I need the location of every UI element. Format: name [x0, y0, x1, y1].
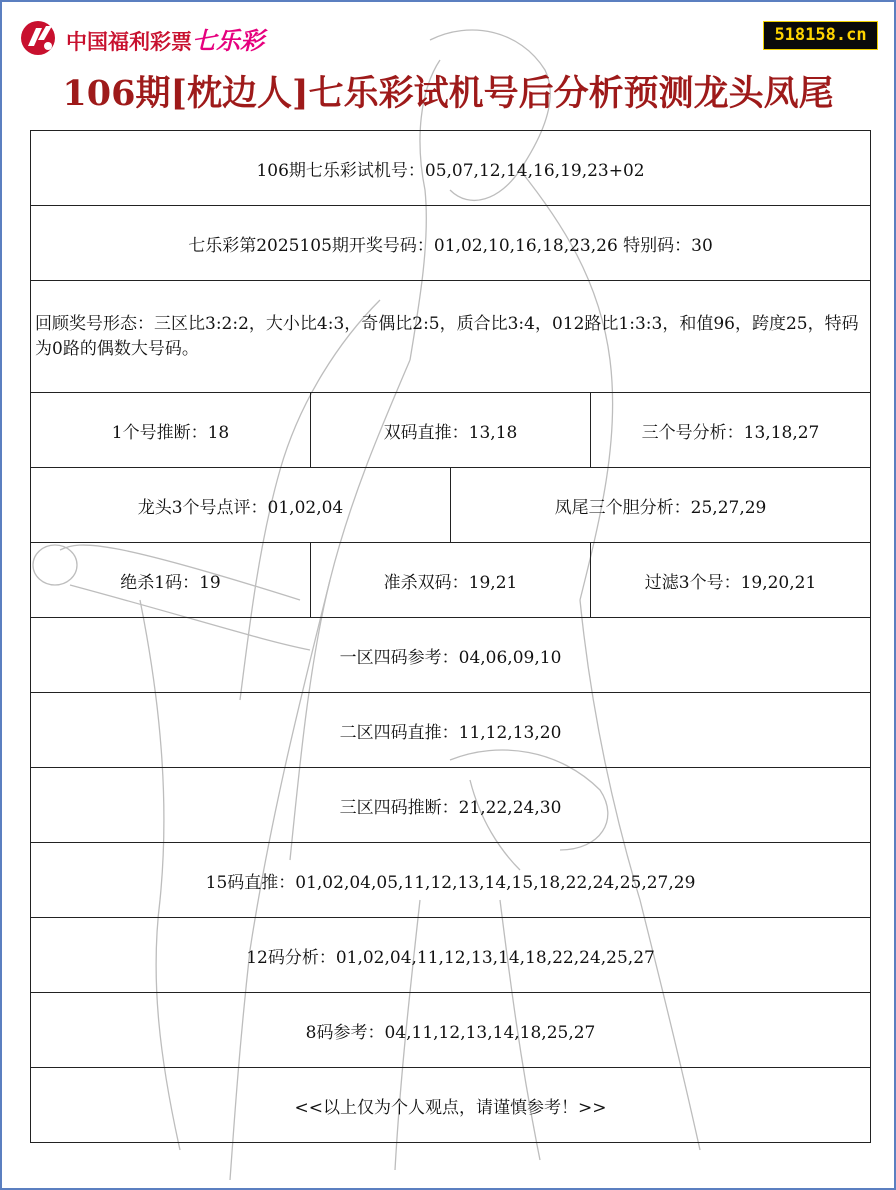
lottery-logo: [18, 18, 264, 58]
last-draw-cell: 七乐彩第2025105期开奖号码：01,02,10,16,18,23,26 特别码：30: [31, 206, 871, 281]
lottery-logo-icon: [18, 18, 62, 58]
filter-three-cell: 过滤3个号：19,20,21: [591, 543, 871, 618]
tail-number-cell: 凤尾三个胆分析：25,27,29: [451, 468, 871, 543]
single-number-cell: 1个号推断：18: [31, 393, 311, 468]
trial-numbers-cell: 106期七乐彩试机号：05,07,12,14,16,19,23+02: [31, 131, 871, 206]
table-row: [31, 618, 871, 693]
table-row: [31, 206, 871, 281]
page-title: 106期[枕边人]七乐彩试机号后分析预测龙头凤尾: [62, 73, 834, 114]
table-row: [31, 393, 871, 468]
table-row: [31, 131, 871, 206]
logo-org-name: 中国福利彩票: [66, 29, 192, 54]
table-row: [31, 993, 871, 1068]
table-row: [31, 918, 871, 993]
triple-number-cell: 三个号分析：13,18,27: [591, 393, 871, 468]
table-row: [31, 768, 871, 843]
logo-text: [66, 21, 264, 56]
code8-cell: 8码参考：04,11,12,13,14,18,25,27: [31, 993, 871, 1068]
table-row: [31, 1068, 871, 1143]
zone3-cell: 三区四码推断：21,22,24,30: [31, 768, 871, 843]
kill-two-cell: 准杀双码：19,21: [311, 543, 591, 618]
zone1-cell: 一区四码参考：04,06,09,10: [31, 618, 871, 693]
table-row: [31, 468, 871, 543]
table-row: [31, 543, 871, 618]
zone2-cell: 二区四码直推：11,12,13,20: [31, 693, 871, 768]
table-row: [31, 693, 871, 768]
site-badge[interactable]: 518158.cn: [763, 21, 878, 50]
review-cell: 回顾奖号形态：三区比3:2:2，大小比4:3，奇偶比2:5，质合比3:4，012路比1:3:3，和值96，跨度25，特码为0路的偶数大号码。: [31, 281, 871, 393]
head-number-cell: 龙头3个号点评：01,02,04: [31, 468, 451, 543]
logo-game-name: 七乐彩: [192, 26, 264, 55]
prediction-table: [30, 130, 871, 1143]
disclaimer-cell: <<以上仅为个人观点，请谨慎参考！>>: [31, 1068, 871, 1143]
kill-one-cell: 绝杀1码：19: [31, 543, 311, 618]
code12-cell: 12码分析：01,02,04,11,12,13,14,18,22,24,25,27: [31, 918, 871, 993]
table-row: [31, 843, 871, 918]
table-row: [31, 281, 871, 393]
double-number-cell: 双码直推：13,18: [311, 393, 591, 468]
code15-cell: 15码直推：01,02,04,05,11,12,13,14,15,18,22,24,25,27,29: [31, 843, 871, 918]
